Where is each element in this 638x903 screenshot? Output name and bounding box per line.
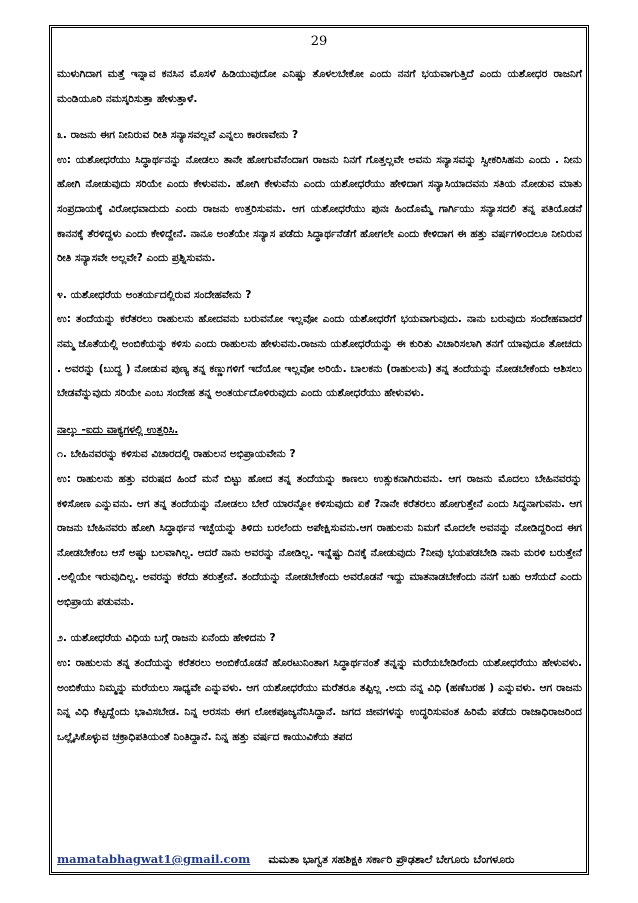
- document-body: [57, 62, 582, 749]
- page-footer: [57, 852, 582, 867]
- footer-email-link[interactable]: mamatabhagwat1@gmail.com: [57, 852, 251, 866]
- intro-block: [57, 62, 582, 111]
- intro-paragraph: ಮುಳುಗಿದಾಗ ಮತ್ತೆ ಇನ್ನಾವ ಕನಸಿನ ಮೊಸಳೆ ಹಿಡಿಯುವುದೋ ಎನಿಷ್ಟು ತೊಳಲಬೇಕೋ ಎಂದು ನನಗೆ ಭಯವಾಗುತ್ತಿದೆ ಎಂದು ಯಶೋಧರ ರಾಜನಿಗೆ ಮಂಡಿಯೂರಿ ನಮಸ್ಕರಿಸುತ್ತಾ ಹೇಳುತ್ತಾಳೆ.: [57, 68, 582, 105]
- section-block: [57, 418, 582, 750]
- footer-author: ಮಮತಾ ಭಾಗ್ವತ ಸಹಶಿಕ್ಷಕಿ ಸರ್ಕಾರಿ ಪ್ರೌಢಶಾಲೆ ಬೇಗೂರು ಬೆಂಗಳೂರು: [268, 853, 515, 866]
- answer-3: ಉ: ಯಶೋಧರೆಯು ಸಿದ್ಧಾರ್ಥನನ್ನು ನೋಡಲು ತಾನೇ ಹೋಗುವೆನೆಂದಾಗ ರಾಜನು ನಿನಗೆ ಗೊತ್ತಲ್ಲವೇ ಅವನು ಸನ್ಯಾಸವನ್ನು ಸ್ವೀಕರಿಸಿಹನು ಎಂದು . ನೀನು ಹೋಗಿ ನೋಡುವುದು ಸರಿಯೇ ಎಂದು ಕೇಳುವನು. ಹೋಗಿ ಕೇಳುವೆನು ಎಂದು ಯಶೋಧರೆಯು ಹೇಳಿದಾಗ ಸನ್ಯಾಸಿಯಾದವನು ಸತಿಯ ನೋಡುವ ಮಾತು ಸಂಪ್ರದಾಯಕ್ಕೆ ವಿರೋಧವಾದುದು ಎಂದು ರಾಜನು ಉತ್ತರಿಸುವನು. ಆಗ ಯಶೋಧರೆಯು ಪುನಃ ಹಿಂದೊಮ್ಮೆ ಗಾರ್ಗಿಯು ಸನ್ಯಾಸದಲಿ ತನ್ನ ಪತಿಯೊಡನೆ ಕಾನನಕ್ಕೆ ತೆರಳಿದ್ದಳು ಎಂದು ಕೇಳಿದ್ದೇನೆ. ನಾನೂ ಅಂತೆಯೇ ಸನ್ಯಾಸ ಪಡೆದು ಸಿದ್ಧಾರ್ಥನೆಡೆಗೆ ಹೋಗಲೇ ಎಂದು ಕೇಳಿದಾಗ ಈ ಹತ್ತು ವರ್ಷಗಳಿಂದಲೂ ನೀನಿರುವ ರೀತಿ ಸನ್ಯಾಸವೇ ಅಲ್ಲವೇ? ಎಂದು ಪ್ರಶ್ನಿಸುವನು.: [57, 153, 582, 265]
- section-heading: ನಾಲ್ಕು -ಐದು ವಾಕ್ಯಗಳಲ್ಲಿ ಉತ್ತರಿಸಿ.: [57, 423, 179, 436]
- page-number: 29: [310, 34, 328, 49]
- question-4-block: [57, 283, 582, 406]
- answer-2: ಉ: ರಾಹುಲನು ತನ್ನ ತಂದೆಯನ್ನು ಕರೆತರಲು ಅಂಬಿಕೆಯೊಡನೆ ಹೊರಟುನಿಂತಾಗ ಸಿದ್ಧಾರ್ಥನಂತೆ ತನ್ನನ್ನು ಮರೆಯಬೇಡಿರೆಂದು ಯಶೋಧರೆಯು ಹೇಳುವಳು. ಅಂಬಿಕೆಯು ನಿಮ್ಮನ್ನು ಮರೆಯಲು ಸಾಧ್ಯವೇ ಎನ್ನುವಳು. ಆಗ ಯಶೋಧರೆಯು ಮರೆತರೂ ತಪ್ಪಿಲ್ಲ .ಅದು ನನ್ನ ವಿಧಿ (ಹಣೆಬರಹ ) ಎನ್ನುವಳು. ಆಗ ರಾಜನು ನಿನ್ನ ವಿಧಿ ಕೆಟ್ಟದ್ದೆಂದು ಭಾವಿಸಬೇಡ. ನಿನ್ನ ಅರಸನು ಈಗ ಲೋಕಪೂಜ್ಯನೆನಿಸಿದ್ದಾನೆ. ಜಗದ ಜೀವಗಳನ್ನು ಉದ್ಧರಿಸುವಂತ ಹಿರಿಮೆ ಪಡೆದು ರಾಜಾಧಿರಾಜರಿಂದ ಒಲ್ಲೈಸಿಕೊಳ್ಳುವ ಚಕ್ರಾಧಿಪತಿಯಂತೆ ನಿಂತಿದ್ದಾನೆ. ನಿನ್ನ ಹತ್ತು ವರ್ಷದ ಕಾಯುವಿಕೆಯ ತಪದ: [57, 657, 582, 743]
- question-1: ೧. ಬೇಹಿನವರನ್ನು ಕಳಿಸುವ ವಿಚಾರದಲ್ಲಿ ರಾಹುಲನ ಅಭಿಪ್ರಾಯವೇನು ?: [57, 448, 296, 461]
- question-2: ೨. ಯಶೋಧರೆಯ ವಿಧಿಯ ಬಗ್ಗೆ ರಾಜನು ಏನೆಂದು ಹೇಳಿದನು ?: [57, 632, 276, 645]
- question-4: ೪. ಯಶೋಧರೆಯ ಅಂತರ್ಯದಲ್ಲಿರುವ ಸಂದೇಹವೇನು ?: [57, 288, 252, 301]
- answer-4: ಉ: ತಂದೆಯನ್ನು ಕರೆತರಲು ರಾಹುಲನು ಹೋದವನು ಬರುವನೋ ಇಲ್ಲವೋ ಎಂದು ಯಶೋಧರೆಗೆ ಭಯವಾಗುವುದು. ನಾನು ಬರುವುದು ಸಂದೇಹವಾದರೆ ನಮ್ಮ ಜೊತೆಯಲ್ಲಿ ಅಂಬಿಕೆಯನ್ನು ಕಳಿಸು ಎಂದು ರಾಹುಲನು ಹೇಳುವನು.ರಾಜನು ಯಶೋಧರೆಯನ್ನು ಈ ಕುರಿತು ವಿಚಾರಿಸಲಾಗಿ ತನಗೆ ಯಾವುದೂ ತೋಚದು . ಅವರನ್ನು (ಬುದ್ಧ ) ನೋಡುವ ಪುಣ್ಯ ತನ್ನ ಕಣ್ಣುಗಳಿಗೆ ಇದೆಯೋ ಇಲ್ಲವೋ ಅರಿಯೆ. ಬಾಲಕನು (ರಾಹುಲನು) ತನ್ನ ತಂದೆಯನ್ನು ನೋಡಬೇಕೆಂದು ಆಶಿಸಲು ಬೇಡವೆನ್ನುವುದು ಸರಿಯೇ ಎಂಬ ಸಂದೇಹ ತನ್ನ ಅಂತರ್ಯದೊಳಿರುವುದು ಎಂದು ಯಶೋಧರೆಯು ಹೇಳುವಳು.: [57, 313, 582, 400]
- question-3: ೩. ರಾಜನು ಈಗ ನೀನಿರುವ ರೀತಿ ಸನ್ಯಾಸವಲ್ಲವೆ ಎನ್ನಲು ಕಾರಣವೇನು ?: [57, 129, 299, 142]
- answer-1: ಉ: ರಾಹುಲನು ಹತ್ತು ವರುಷದ ಹಿಂದೆ ಮನೆ ಬಿಟ್ಟು ಹೋದ ತನ್ನ ತಂದೆಯನ್ನು ಕಾಣಲು ಉತ್ಸುಕನಾಗಿರುವನು. ಆಗ ರಾಜನು ಮೊದಲು ಬೇಹಿನವರನ್ನು ಕಳಿಸೋಣ ಎನ್ನುವನು. ಆಗ ತನ್ನ ತಂದೆಯನ್ನು ನೋಡಲು ಬೇರೆ ಯಾರನ್ನೋ ಕಳಿಸುವುದು ಏಕೆ ?ನಾನೇ ಕರೆತರಲು ಹೋಗುತ್ತೇನೆ ಎಂದು ಸಿದ್ಧನಾಗುವನು. ಆಗ ರಾಜನು ಬೇಹಿನವರು ಹೋಗಿ ಸಿದ್ಧಾರ್ಥನ ಇಚ್ಛೆಯನ್ನು ತಿಳಿದು ಬರಲೆಂದು ಅಪೇಕ್ಷಿಸುವನು.ಆಗ ರಾಹುಲನು ನಿಮಗೆ ಮೊದಲೇ ಅವನನ್ನು ನೋಡಿದ್ದರಿಂದ ಈಗ ನೋಡಬೇಕೆಂಬ ಆಸೆ ಅಷ್ಟು ಬಲವಾಗಿಲ್ಲ. ಆದರೆ ನಾನು ಅವರನ್ನು ನೋಡಿಲ್ಲ. ಇನ್ನೆಷ್ಟು ದಿನಕ್ಕೆ ನೋಡುವುದು ?ನೀವು ಭಯಪಡಬೇಡಿ ನಾನು ಮರಳಿ ಬರುತ್ತೇನೆ .ಅಲ್ಲಿಯೇ ಇರುವುದಿಲ್ಲ. ಅವರನ್ನು ಕರೆದು ತರುತ್ತೇನೆ. ತಂದೆಯನ್ನು ನೋಡಬೇಕೆಂದು ಅವರೊಡನೆ ಇದ್ದು ಮಾತನಾಡಬೇಕೆಂದು ನನಗೆ ಬಹು ಆಸೆಯದೆ ಎಂದು ಅಭಿಪ್ರಾಯ ಪಡುವನು.: [57, 472, 582, 608]
- question-3-block: [57, 123, 582, 271]
